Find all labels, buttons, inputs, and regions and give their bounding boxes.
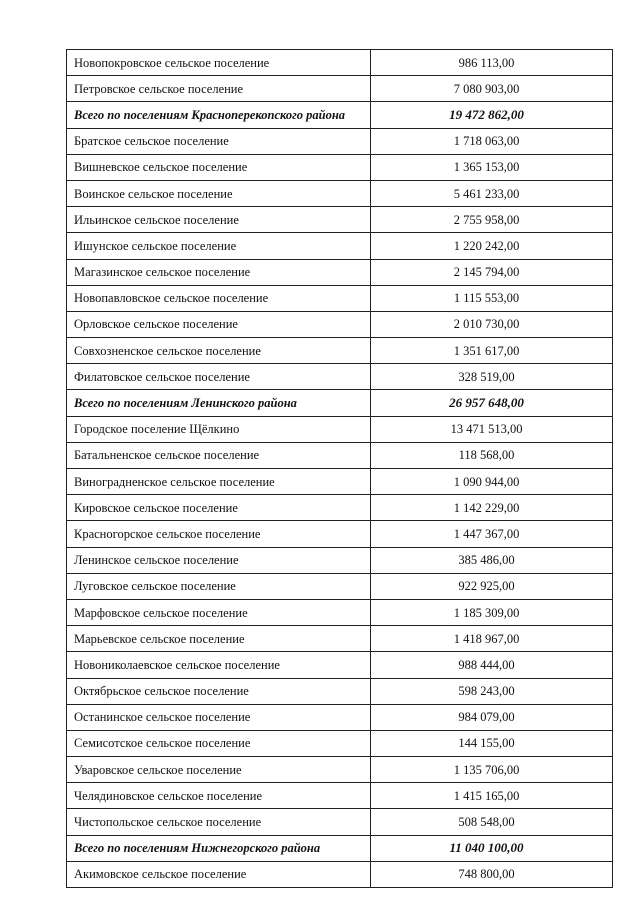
amount-cell: 1 418 967,00 bbox=[371, 626, 613, 652]
settlement-name-cell: Филатовское сельское поселение bbox=[67, 364, 371, 390]
table-row bbox=[67, 757, 613, 783]
amount-cell: 13 471 513,00 bbox=[371, 416, 613, 442]
amount-cell: 2 010 730,00 bbox=[371, 311, 613, 337]
amount-cell: 1 351 617,00 bbox=[371, 338, 613, 364]
amount-cell: 1 365 153,00 bbox=[371, 154, 613, 180]
table-row bbox=[67, 599, 613, 625]
table-row bbox=[67, 442, 613, 468]
district-total-amount: 26 957 648,00 bbox=[371, 390, 613, 416]
settlement-name-cell: Новопокровское сельское поселение bbox=[67, 50, 371, 76]
table-row bbox=[67, 338, 613, 364]
table-body bbox=[67, 50, 613, 888]
district-total-label: Всего по поселениям Нижнегорского района bbox=[67, 835, 371, 861]
amount-cell: 5 461 233,00 bbox=[371, 180, 613, 206]
settlement-name-cell: Батальненское сельское поселение bbox=[67, 442, 371, 468]
table-row bbox=[67, 416, 613, 442]
settlement-name-cell: Петровское сельское поселение bbox=[67, 76, 371, 102]
amount-cell: 988 444,00 bbox=[371, 652, 613, 678]
amount-cell: 1 115 553,00 bbox=[371, 285, 613, 311]
table-row bbox=[67, 678, 613, 704]
district-total-amount: 19 472 862,00 bbox=[371, 102, 613, 128]
settlement-name-cell: Магазинское сельское поселение bbox=[67, 259, 371, 285]
table-row bbox=[67, 469, 613, 495]
table-row bbox=[67, 285, 613, 311]
table-row bbox=[67, 128, 613, 154]
amount-cell: 144 155,00 bbox=[371, 730, 613, 756]
amount-cell: 1 090 944,00 bbox=[371, 469, 613, 495]
settlement-name-cell: Городское поселение Щёлкино bbox=[67, 416, 371, 442]
amount-cell: 922 925,00 bbox=[371, 573, 613, 599]
table-row bbox=[67, 50, 613, 76]
table-row bbox=[67, 259, 613, 285]
district-total-row bbox=[67, 390, 613, 416]
amount-cell: 598 243,00 bbox=[371, 678, 613, 704]
settlement-name-cell: Акимовское сельское поселение bbox=[67, 861, 371, 887]
amount-cell: 2 755 958,00 bbox=[371, 207, 613, 233]
table-row bbox=[67, 626, 613, 652]
amount-cell: 1 718 063,00 bbox=[371, 128, 613, 154]
amount-cell: 1 220 242,00 bbox=[371, 233, 613, 259]
district-total-amount: 11 040 100,00 bbox=[371, 835, 613, 861]
settlement-name-cell: Кировское сельское поселение bbox=[67, 495, 371, 521]
district-total-row bbox=[67, 835, 613, 861]
settlement-name-cell: Новопавловское сельское поселение bbox=[67, 285, 371, 311]
amount-cell: 2 145 794,00 bbox=[371, 259, 613, 285]
amount-cell: 986 113,00 bbox=[371, 50, 613, 76]
table-row bbox=[67, 154, 613, 180]
amount-cell: 385 486,00 bbox=[371, 547, 613, 573]
settlement-name-cell: Останинское сельское поселение bbox=[67, 704, 371, 730]
settlement-name-cell: Новониколаевское сельское поселение bbox=[67, 652, 371, 678]
amount-cell: 1 142 229,00 bbox=[371, 495, 613, 521]
settlements-budget-table bbox=[66, 49, 613, 888]
amount-cell: 508 548,00 bbox=[371, 809, 613, 835]
amount-cell: 748 800,00 bbox=[371, 861, 613, 887]
settlement-name-cell: Красногорское сельское поселение bbox=[67, 521, 371, 547]
table-row bbox=[67, 233, 613, 259]
district-total-row bbox=[67, 102, 613, 128]
settlement-name-cell: Воинское сельское поселение bbox=[67, 180, 371, 206]
settlement-name-cell: Луговское сельское поселение bbox=[67, 573, 371, 599]
district-total-label: Всего по поселениям Красноперекопского района bbox=[67, 102, 371, 128]
settlement-name-cell: Семисотское сельское поселение bbox=[67, 730, 371, 756]
settlement-name-cell: Ишунское сельское поселение bbox=[67, 233, 371, 259]
amount-cell: 328 519,00 bbox=[371, 364, 613, 390]
settlement-name-cell: Совхозненское сельское поселение bbox=[67, 338, 371, 364]
settlement-name-cell: Марьевское сельское поселение bbox=[67, 626, 371, 652]
settlement-name-cell: Октябрьское сельское поселение bbox=[67, 678, 371, 704]
settlement-name-cell: Братское сельское поселение bbox=[67, 128, 371, 154]
amount-cell: 1 415 165,00 bbox=[371, 783, 613, 809]
settlement-name-cell: Виноградненское сельское поселение bbox=[67, 469, 371, 495]
settlement-name-cell: Чистопольское сельское поселение bbox=[67, 809, 371, 835]
table-row bbox=[67, 311, 613, 337]
table-row bbox=[67, 547, 613, 573]
table-row bbox=[67, 364, 613, 390]
table-row bbox=[67, 76, 613, 102]
amount-cell: 984 079,00 bbox=[371, 704, 613, 730]
amount-cell: 7 080 903,00 bbox=[371, 76, 613, 102]
amount-cell: 1 447 367,00 bbox=[371, 521, 613, 547]
table-row bbox=[67, 704, 613, 730]
settlement-name-cell: Марфовское сельское поселение bbox=[67, 599, 371, 625]
table-row bbox=[67, 730, 613, 756]
amount-cell: 1 185 309,00 bbox=[371, 599, 613, 625]
table-row bbox=[67, 180, 613, 206]
amount-cell: 1 135 706,00 bbox=[371, 757, 613, 783]
table-row bbox=[67, 495, 613, 521]
table-row bbox=[67, 809, 613, 835]
table-row bbox=[67, 783, 613, 809]
settlement-name-cell: Уваровское сельское поселение bbox=[67, 757, 371, 783]
settlement-name-cell: Вишневское сельское поселение bbox=[67, 154, 371, 180]
table-row bbox=[67, 573, 613, 599]
settlement-name-cell: Челядиновское сельское поселение bbox=[67, 783, 371, 809]
table-row bbox=[67, 207, 613, 233]
table-row bbox=[67, 652, 613, 678]
table-row bbox=[67, 521, 613, 547]
settlement-name-cell: Ильинское сельское поселение bbox=[67, 207, 371, 233]
table-row bbox=[67, 861, 613, 887]
settlement-name-cell: Ленинское сельское поселение bbox=[67, 547, 371, 573]
settlement-name-cell: Орловское сельское поселение bbox=[67, 311, 371, 337]
amount-cell: 118 568,00 bbox=[371, 442, 613, 468]
district-total-label: Всего по поселениям Ленинского района bbox=[67, 390, 371, 416]
